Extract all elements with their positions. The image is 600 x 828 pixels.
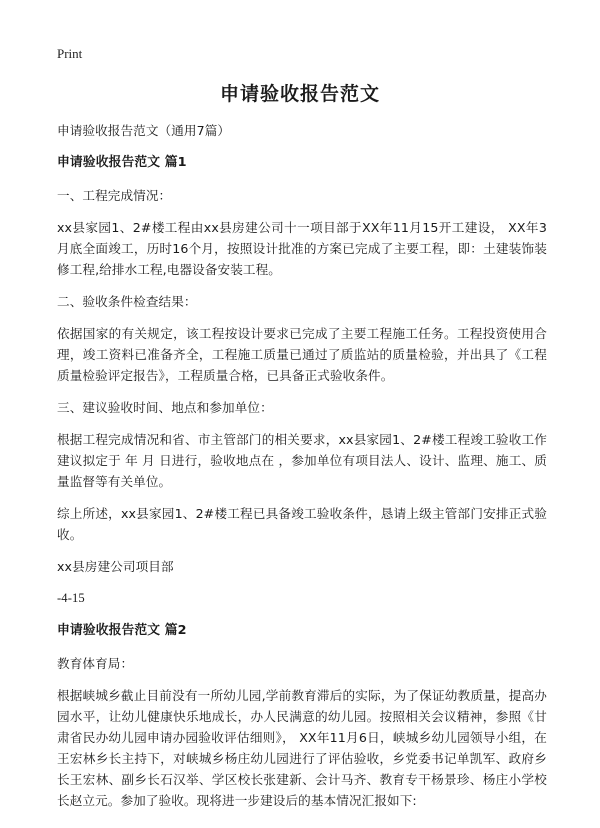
paragraph: 三、建议验收时间、地点和参加单位： — [57, 400, 273, 415]
paragraph: xx县家园1、2#楼工程由xx县房建公司十一项目部于XX年11月15开工建设， XX年3月底全面竣工，历时16个月，按照设计批准的方案已完成了主要工程，即：土建装饰装修工程,给排水工程,电器设备安装工程。 — [57, 220, 547, 277]
paragraph: 根据峡城乡截止目前没有一所幼儿园,学前教育滞后的实际，为了保证幼教质量，提高办园水平，让幼儿健康快乐地成长，办人民满意的幼儿园。按照相关会议精神，参照《甘肃省民办幼儿园申请办园验收评估细则》， XX年11月6日，峡城乡幼儿园领导小组，在王宏林乡长主持下，对峡城乡杨庄幼儿园进行了评估验收，乡党委书记单凯军、政府乡长王宏林、副乡长石汉举、学区校长张建新、会计马齐、教育专干杨景珍、杨庄小学校长赵立元。参加了验收。现将进一步建设后的基本情况汇报如下: — [57, 688, 547, 808]
signature-line: xx县房建公司项目部 — [57, 559, 174, 574]
date-line: -4-15 — [57, 591, 85, 605]
paragraph: 根据工程完成情况和省、市主管部门的相关要求，xx县家园1、2#楼工程竣工验收工作建议拟定于 年 月 日进行，验收地点在 ，参加单位有项目法人、设计、监理、施工、质量监督等有关单位。 — [57, 432, 547, 489]
document-body — [57, 120, 547, 822]
print-link[interactable]: Print — [57, 46, 83, 61]
paragraph: 综上所述，xx县家园1、2#楼工程已具备竣工验收条件，恳请上级主管部门安排正式验收。 — [57, 506, 547, 542]
paragraph: 教育体育局： — [57, 656, 134, 671]
document-subtitle: 申请验收报告范文（通用7篇） — [57, 123, 231, 138]
paragraph: 二、验收条件检查结果： — [57, 294, 197, 309]
paragraph: 依据国家的有关规定，该工程按设计要求已完成了主要工程施工任务。工程投资使用合理，竣工资料已准备齐全，工程施工质量已通过了质监站的质量检验，并出具了《工程质量检验评定报告》，工程质量合格，已具备正式验收条件。 — [57, 326, 547, 383]
section-heading: 申请验收报告范文 篇1 — [57, 155, 187, 170]
paragraph: 一、工程完成情况： — [57, 188, 172, 203]
section-heading: 申请验收报告范文 篇2 — [57, 623, 187, 638]
document-title: 申请验收报告范文 — [219, 83, 380, 105]
